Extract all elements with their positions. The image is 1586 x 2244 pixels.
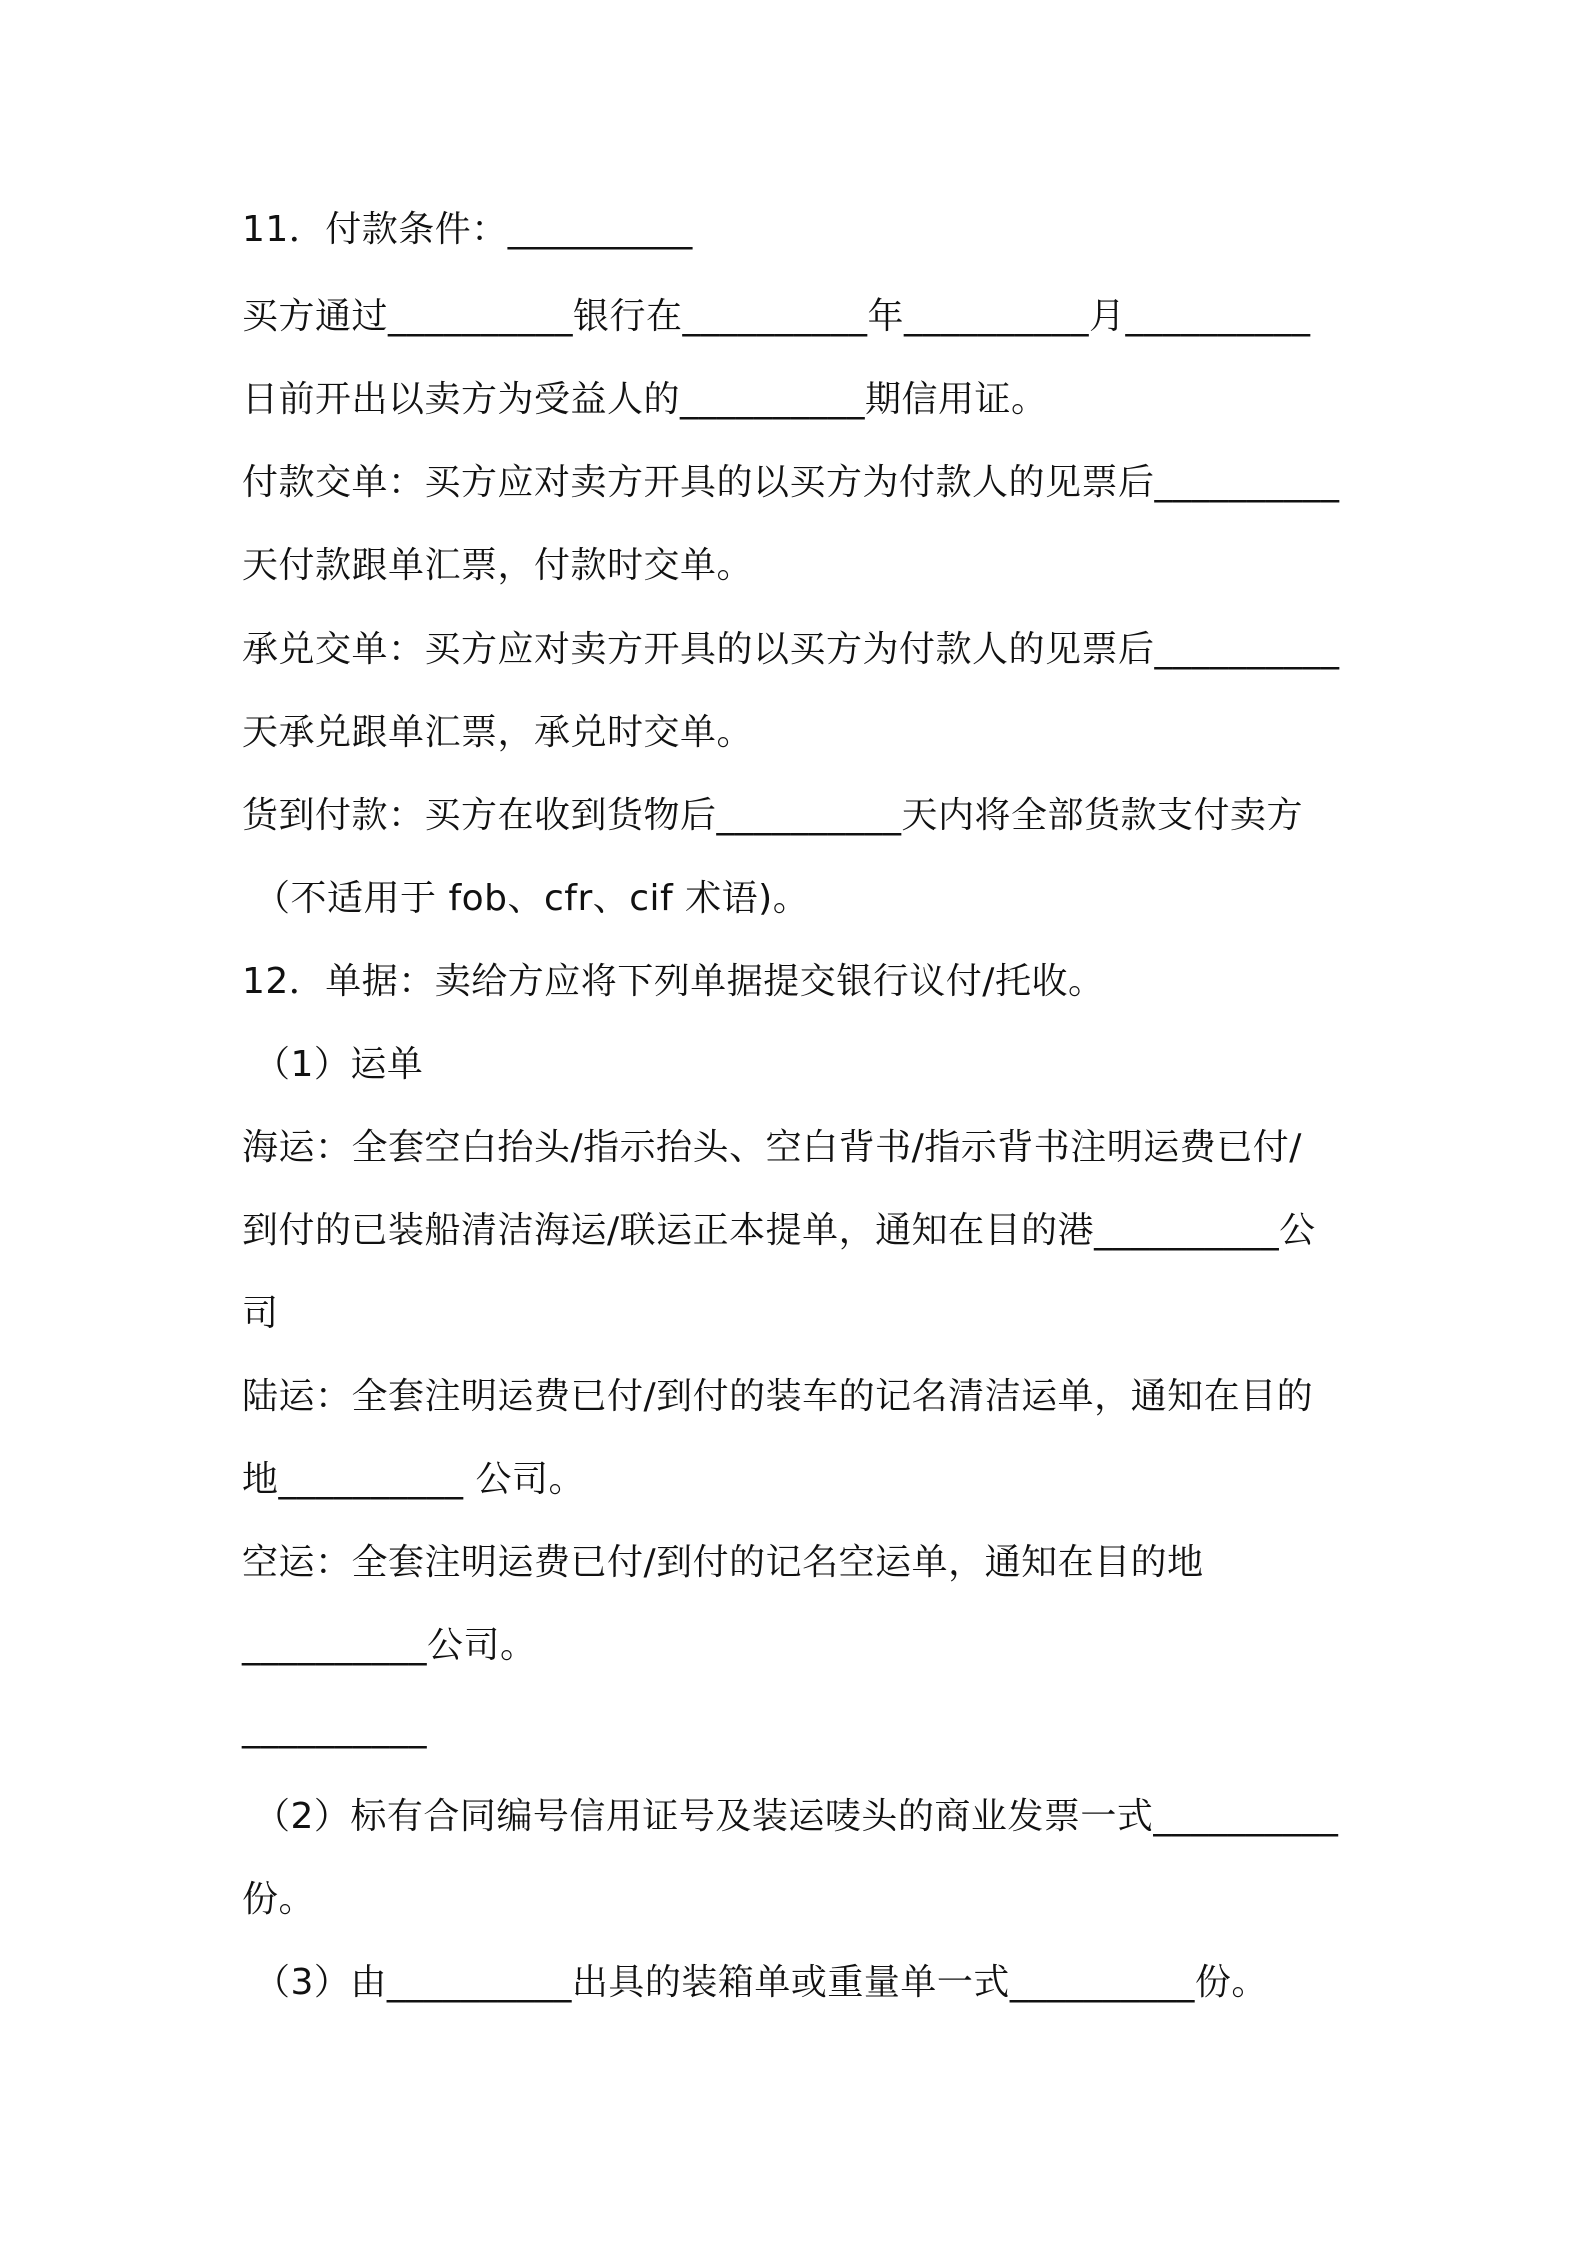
sea-transport-line-1: 海运：全套空白抬头/指示抬头、空白背书/指示背书注明运费已付/ bbox=[242, 1127, 1302, 1168]
air-transport-line-1: 空运：全套注明运费已付/到付的记名空运单，通知在目的地 bbox=[242, 1542, 1204, 1583]
dp-line-1: 付款交单：买方应对卖方开具的以买方为付款人的见票后__________ bbox=[242, 462, 1340, 503]
da-line-1: 承兑交单：买方应对卖方开具的以买方为付款人的见票后__________ bbox=[242, 629, 1340, 670]
sea-transport-line-2: 到付的已装船清洁海运/联运正本提单，通知在目的港__________公 bbox=[242, 1210, 1316, 1251]
cod-line-1: 货到付款：买方在收到货物后__________天内将全部货款支付卖方 bbox=[242, 795, 1304, 836]
clause-12-heading: 12．单据：卖给方应将下列单据提交银行议付/托收。 bbox=[242, 961, 1105, 1002]
dp-line-2: 天付款跟单汇票，付款时交单。 bbox=[242, 545, 754, 586]
item-3-packing-list: （3）由__________出具的装箱单或重量单一式__________份。 bbox=[254, 1962, 1268, 2003]
land-transport-line-2: 地__________ 公司。 bbox=[242, 1459, 585, 1500]
item-1-transport-docs: （1）运单 bbox=[254, 1044, 424, 1085]
lc-opening-line-1: 买方通过__________银行在__________年__________月__________ bbox=[242, 296, 1311, 337]
da-line-2: 天承兑跟单汇票，承兑时交单。 bbox=[242, 712, 754, 753]
air-transport-line-2: __________公司。 bbox=[242, 1625, 537, 1666]
lc-opening-line-2: 日前开出以卖方为受益人的__________期信用证。 bbox=[242, 379, 1048, 420]
blank-fill-line: __________ bbox=[242, 1708, 427, 1749]
sea-transport-line-3: 司 bbox=[242, 1293, 279, 1334]
land-transport-line-1: 陆运：全套注明运费已付/到付的装车的记名清洁运单，通知在目的 bbox=[242, 1376, 1314, 1417]
clause-11-heading: 11．付款条件：__________ bbox=[242, 209, 693, 250]
item-2-invoice-line-2: 份。 bbox=[242, 1879, 316, 1920]
item-2-invoice-line-1: （2）标有合同编号信用证号及装运唛头的商业发票一式__________ bbox=[254, 1796, 1339, 1837]
cod-line-2: （不适用于 fob、cfr、cif 术语)。 bbox=[254, 878, 810, 919]
